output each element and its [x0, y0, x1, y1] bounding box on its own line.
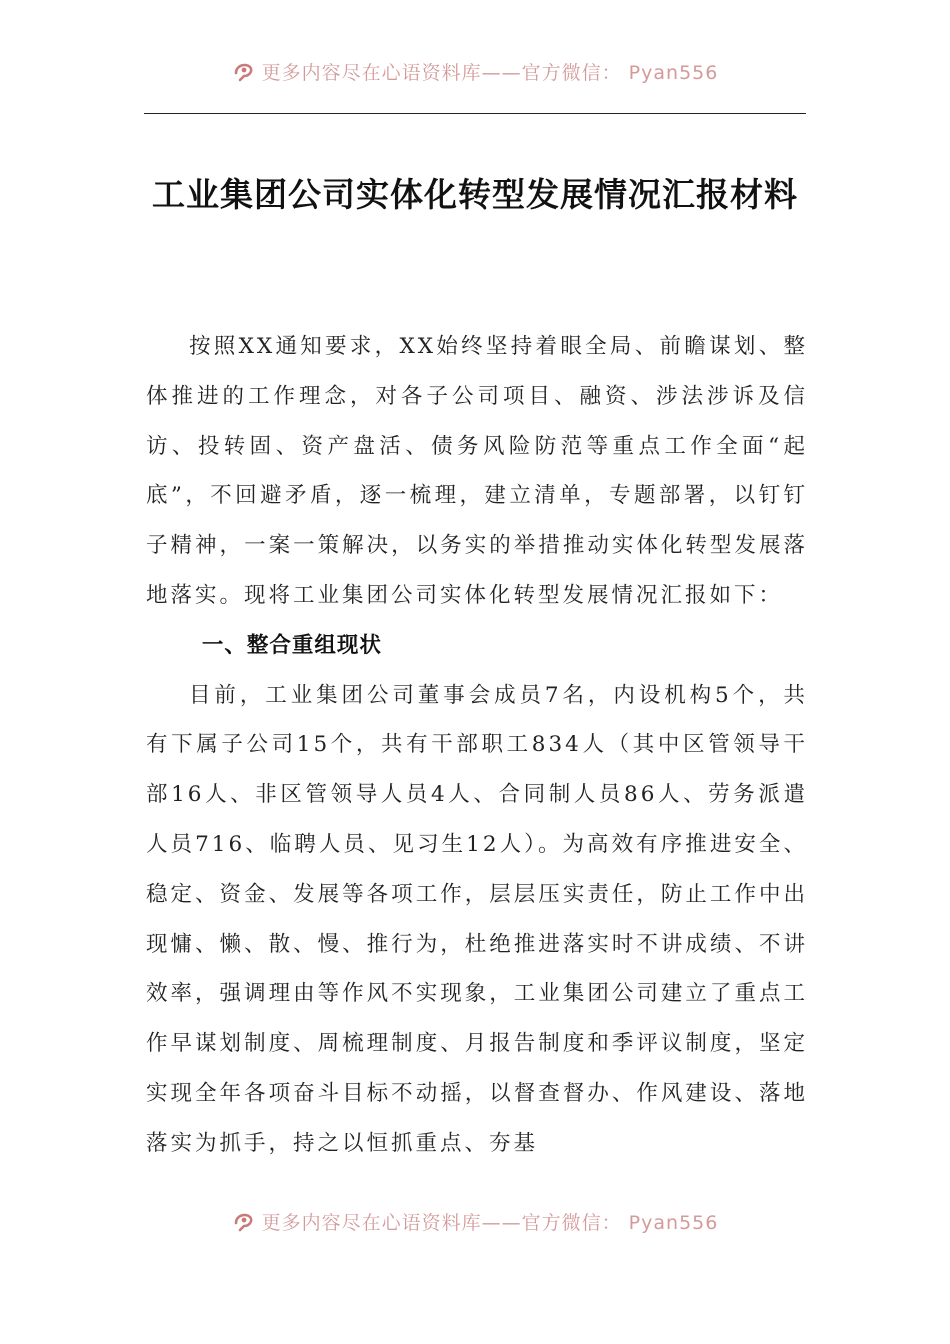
intro-paragraph: 按照XX通知要求，XX始终坚持着眼全局、前瞻谋划、整体推进的工作理念，对各子公司项目、融资、涉法涉诉及信访、投转固、资产盘活、债务风险防范等重点工作全面“起底”，不回避矛盾，逐一梳理，建立清单，专题部署，以钉钉子精神，一案一策解决，以务实的举措推动实体化转型发展落地落实。现将工业集团公司实体化转型发展情况汇报如下： [146, 334, 808, 608]
source-logo-icon [232, 59, 256, 83]
header-rule [144, 113, 806, 114]
section-paragraph: 目前，工业集团公司董事会成员7名，内设机构5个，共有下属子公司15个，共有干部职工834人（其中区管领导干部16人、非区管领导人员4人、合同制人员86人、劳务派遣人员716、临聘人员、见习生12人）。为高效有序推进安全、稳定、资金、发展等各项工作，层层压实责任，防止工作中出现慵、懒、散、慢、推行为，杜绝推进落实时不讲成绩、不讲效率，强调理由等作风不实现象，工业集团公司建立了重点工作早谋划制度、周梳理制度、月报告制度和季评议制度，坚定实现全年各项奋斗目标不动摇，以督查督办、作风建设、落地落实为抓手，持之以恒抓重点、夯基 [146, 682, 808, 1156]
header-watermark [0, 56, 950, 86]
footer-watermark [0, 1206, 950, 1236]
source-logo-icon [232, 1209, 256, 1233]
document-body [146, 322, 808, 1169]
header-watermark-text: 更多内容尽在心语资料库——官方微信： Pyan556 [261, 61, 719, 84]
section-heading: 一、整合重组现状 [201, 632, 382, 658]
document-title: 工业集团公司实体化转型发展情况汇报材料 [152, 175, 798, 214]
footer-watermark-text: 更多内容尽在心语资料库——官方微信： Pyan556 [261, 1211, 719, 1234]
